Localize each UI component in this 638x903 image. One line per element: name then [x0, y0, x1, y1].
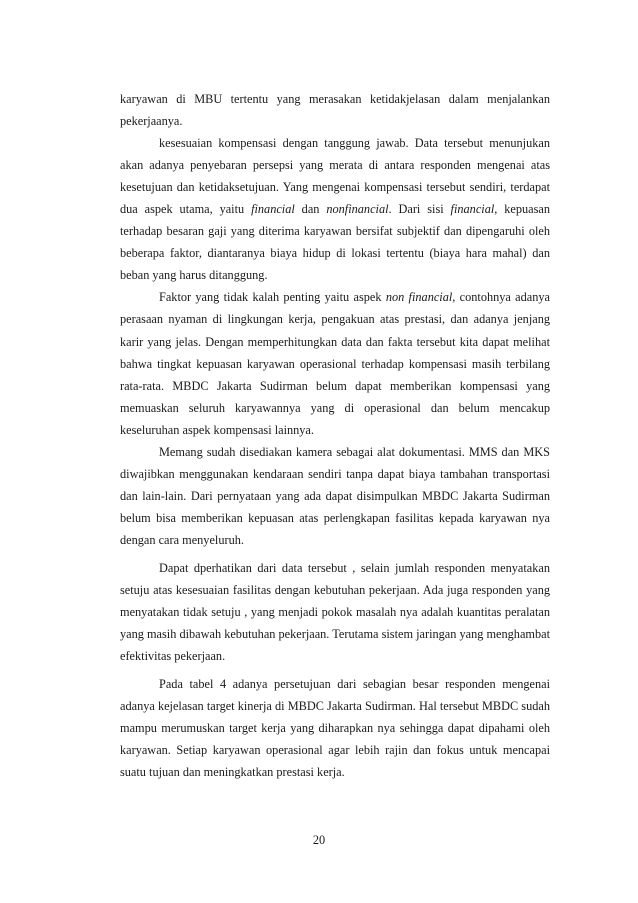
paragraph — [120, 673, 550, 783]
body-text — [120, 88, 550, 783]
text-run: , contohnya adanya perasaan nyaman di lingkungan kerja, pengakuan atas prestasi, dan adanya jenjang karir yang jelas. Dengan memperhitungkan data dan fakta tersebut kita dapat melihat bahwa tingkat kepuasan karyawan operasional terhadap kompensasi masih terbilang rata-rata. MBDC Jakarta Sudirman belum dapat memberikan kompensasi yang memuaskan seluruh karyawannya yang di operasional dan belum mencakup keseluruhan aspek kompensasi lainnya. — [120, 290, 550, 437]
italic-term: financial — [450, 202, 495, 217]
text-run: dan — [294, 202, 327, 217]
italic-term: nonfinancial — [326, 202, 389, 217]
text-run: Dapat dperhatikan dari data tersebut , selain jumlah responden menyatakan setuju atas kesesuaian fasilitas dengan kebutuhan pekerjaan. Ada juga responden yang menyatakan tidak setuju , yang menjadi pokok masalah nya adalah kuantitas peralatan yang masih dibawah kebutuhan pekerjaan. Terutama sistem jaringan yang menghambat efektivitas pekerjaan. — [120, 560, 550, 664]
text-run: Memang sudah disediakan kamera sebagai alat dokumentasi. MMS dan MKS diwajibkan menggunakan kendaraan sendiri tanpa dapat biaya tambahan transportasi dan lain-lain. Dari pernyataan yang ada dapat disimpulkan MBDC Jakarta Sudirman belum bisa memberikan kepuasan atas perlengkapan fasilitas kepada karyawan nya dengan cara menyeluruh. — [120, 444, 550, 547]
italic-term: non financial — [385, 290, 453, 305]
paragraph — [120, 557, 550, 667]
text-run: kesesuaian kompensasi dengan tanggung jawab. Data tersebut menunjukan akan adanya penyebaran persepsi yang merata di antara responden mengenai atas kesetujuan dan ketidaksetujuan. Yang mengenai kompensasi tersebut sendiri, terdapat dua aspek utama, yaitu — [120, 136, 550, 217]
paragraph — [120, 88, 550, 132]
text-run: Pada tabel 4 adanya persetujuan dari sebagian besar responden mengenai adanya kejelasan target kinerja di MBDC Jakarta Sudirman. Hal tersebut MBDC sudah mampu merumuskan target kerja yang diharapkan nya sehingga dapat dipahami oleh karyawan. Setiap karyawan operasional agar lebih rajin dan fokus untuk mencapai suatu tujuan dan meningkatkan prestasi kerja. — [120, 677, 550, 780]
text-run: . Dari sisi — [388, 202, 451, 217]
paragraph — [120, 132, 550, 286]
italic-term: financial — [251, 202, 295, 217]
paragraph — [120, 286, 550, 440]
paragraph — [120, 441, 550, 551]
page-number: 20 — [312, 833, 326, 847]
text-run: Faktor yang tidak kalah penting yaitu aspek — [159, 290, 386, 305]
text-run: , kepuasan terhadap besaran gaji yang diterima karyawan bersifat subjektif dan dipengaruhi oleh beberapa faktor, diantaranya biaya hidup di lokasi tertentu (biaya hara mahal) dan beban yang harus ditanggung. — [120, 202, 550, 283]
text-run: karyawan di MBU tertentu yang merasakan ketidakjelasan dalam menjalankan pekerjaanya. — [120, 92, 550, 129]
